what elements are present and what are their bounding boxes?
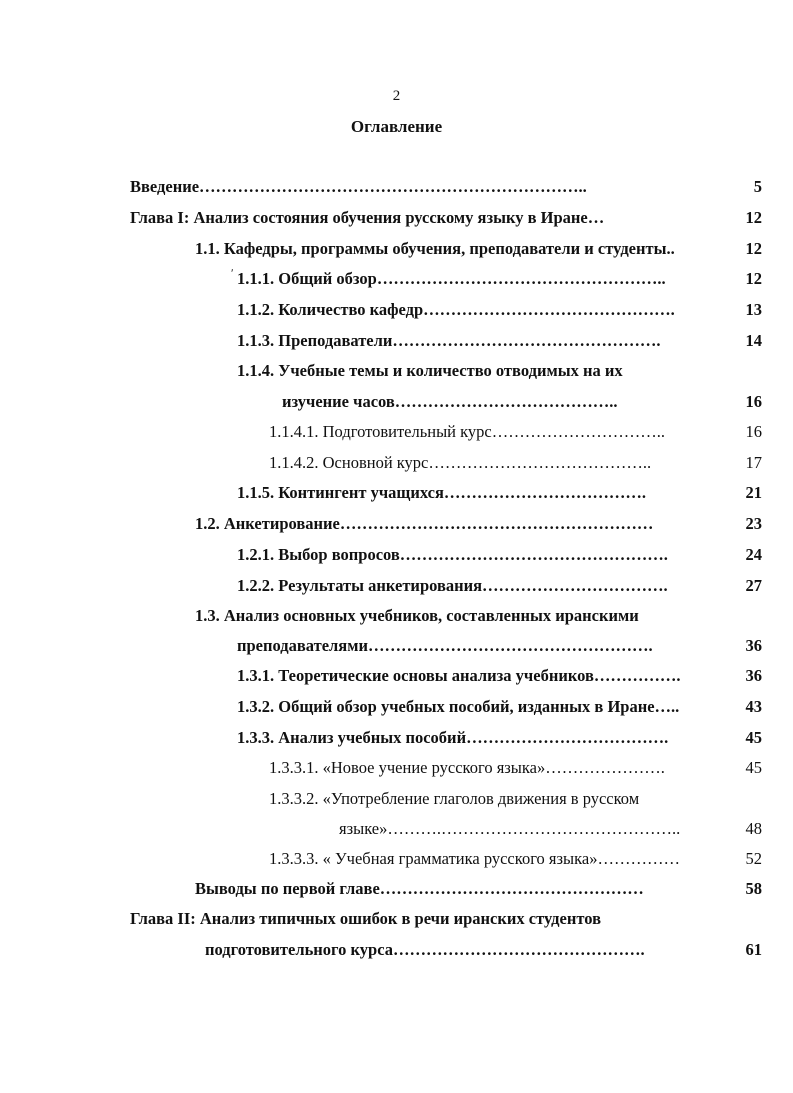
- toc-page-conclusions: 58: [745, 879, 762, 898]
- toc-page-1-3-3-2: 48: [745, 819, 762, 838]
- toc-page-1-2: 23: [745, 514, 762, 533]
- toc-entry-1-1-2: 1.1.2. Количество кафедр……………………………………….: [237, 300, 675, 319]
- toc-entry-introduction: Введение……………………………………………………………..: [130, 177, 587, 196]
- toc-page-1-1-2: 13: [745, 300, 762, 319]
- toc-entry-1-1-4: 1.1.4. Учебные темы и количество отводимых на их: [237, 361, 623, 380]
- toc-entry-1-1-4-1: 1.1.4.1. Подготовительный курс…………………………..: [269, 422, 665, 441]
- toc-entry-1-2-1: 1.2.1. Выбор вопросов………………………………………….: [237, 545, 668, 564]
- toc-page-1-3-3: 45: [745, 728, 762, 747]
- toc-page-chapter-1: 12: [745, 208, 762, 227]
- toc-entry-1-3-3: 1.3.3. Анализ учебных пособий……………………………….: [237, 728, 669, 747]
- toc-entry-chapter-2: Глава II: Анализ типичных ошибок в речи иранских студентов: [130, 909, 601, 928]
- toc-page-1-1-1: 12: [745, 269, 762, 288]
- toc-entry-1-1-4-2: 1.1.4.2. Основной курс…………………………………..: [269, 453, 652, 472]
- toc-page-introduction: 5: [753, 177, 762, 196]
- toc-entry-1-3-continued: преподавателями…………………………………………….: [237, 636, 653, 655]
- toc-entry-1-3-3-1: 1.3.3.1. «Новое учение русского языка»………………….: [269, 758, 665, 777]
- toc-page-1-1-4-1: 16: [745, 422, 762, 441]
- toc-page-1-1-3: 14: [745, 331, 762, 350]
- toc-entry-1-2-2: 1.2.2. Результаты анкетирования…………………………….: [237, 576, 668, 595]
- toc-entry-chapter-1: Глава I: Анализ состояния обучения русскому языку в Иране…: [130, 208, 605, 227]
- toc-page-1-3: 36: [745, 636, 762, 655]
- toc-page-1-3-3-3: 52: [745, 849, 762, 868]
- toc-page-1-1-4: 16: [745, 392, 762, 411]
- toc-page-1-2-1: 24: [745, 545, 762, 564]
- toc-entry-conclusions: Выводы по первой главе…………………………………………: [195, 879, 644, 898]
- toc-page-1-2-2: 27: [745, 576, 762, 595]
- toc-entry-chapter-2-continued: подготовительного курса……………………………………….: [205, 940, 645, 959]
- toc-entry-1-3: 1.3. Анализ основных учебников, составленных иранскими: [195, 606, 639, 625]
- toc-page-1-3-3-1: 45: [745, 758, 762, 777]
- toc-page-1-1: 12: [745, 239, 762, 258]
- toc-page-1-3-2: 43: [745, 697, 762, 716]
- toc-entry-1-3-3-2: 1.3.3.2. «Употребление глаголов движения в русском: [269, 789, 640, 808]
- stray-mark: ʹ: [231, 266, 234, 280]
- toc-entry-1-3-2: 1.3.2. Общий обзор учебных пособий, изданных в Иране…..: [237, 697, 680, 716]
- toc-page-1-1-4-2: 17: [745, 453, 762, 472]
- toc-entry-1-1: 1.1. Кафедры, программы обучения, преподаватели и студенты..: [195, 239, 675, 258]
- toc-entry-1-1-3: 1.1.3. Преподаватели………………………………………….: [237, 331, 661, 350]
- toc-entry-1-1-4-continued: изучение часов…………………………………..: [282, 392, 618, 411]
- toc-entry-1-3-3-2-continued: языке»……….……………………………………..: [339, 819, 681, 838]
- toc-entry-1-1-1: 1.1.1. Общий обзор……………………………………………..: [237, 269, 666, 288]
- toc-page-1-1-5: 21: [745, 483, 762, 502]
- toc-page-1-3-1: 36: [745, 666, 762, 685]
- toc-entry-1-3-1: 1.3.1. Теоретические основы анализа учебников…………….: [237, 666, 681, 685]
- toc-entry-1-3-3-3: 1.3.3.3. « Учебная грамматика русского языка»……………: [269, 849, 680, 868]
- toc-entry-1-2: 1.2. Анкетирование…………………………………………………: [195, 514, 654, 533]
- page-number: 2: [392, 88, 401, 104]
- toc-page-chapter-2: 61: [745, 940, 762, 959]
- toc-entry-1-1-5: 1.1.5. Контингент учащихся……………………………….: [237, 483, 646, 502]
- page-title: Оглавление: [350, 117, 443, 136]
